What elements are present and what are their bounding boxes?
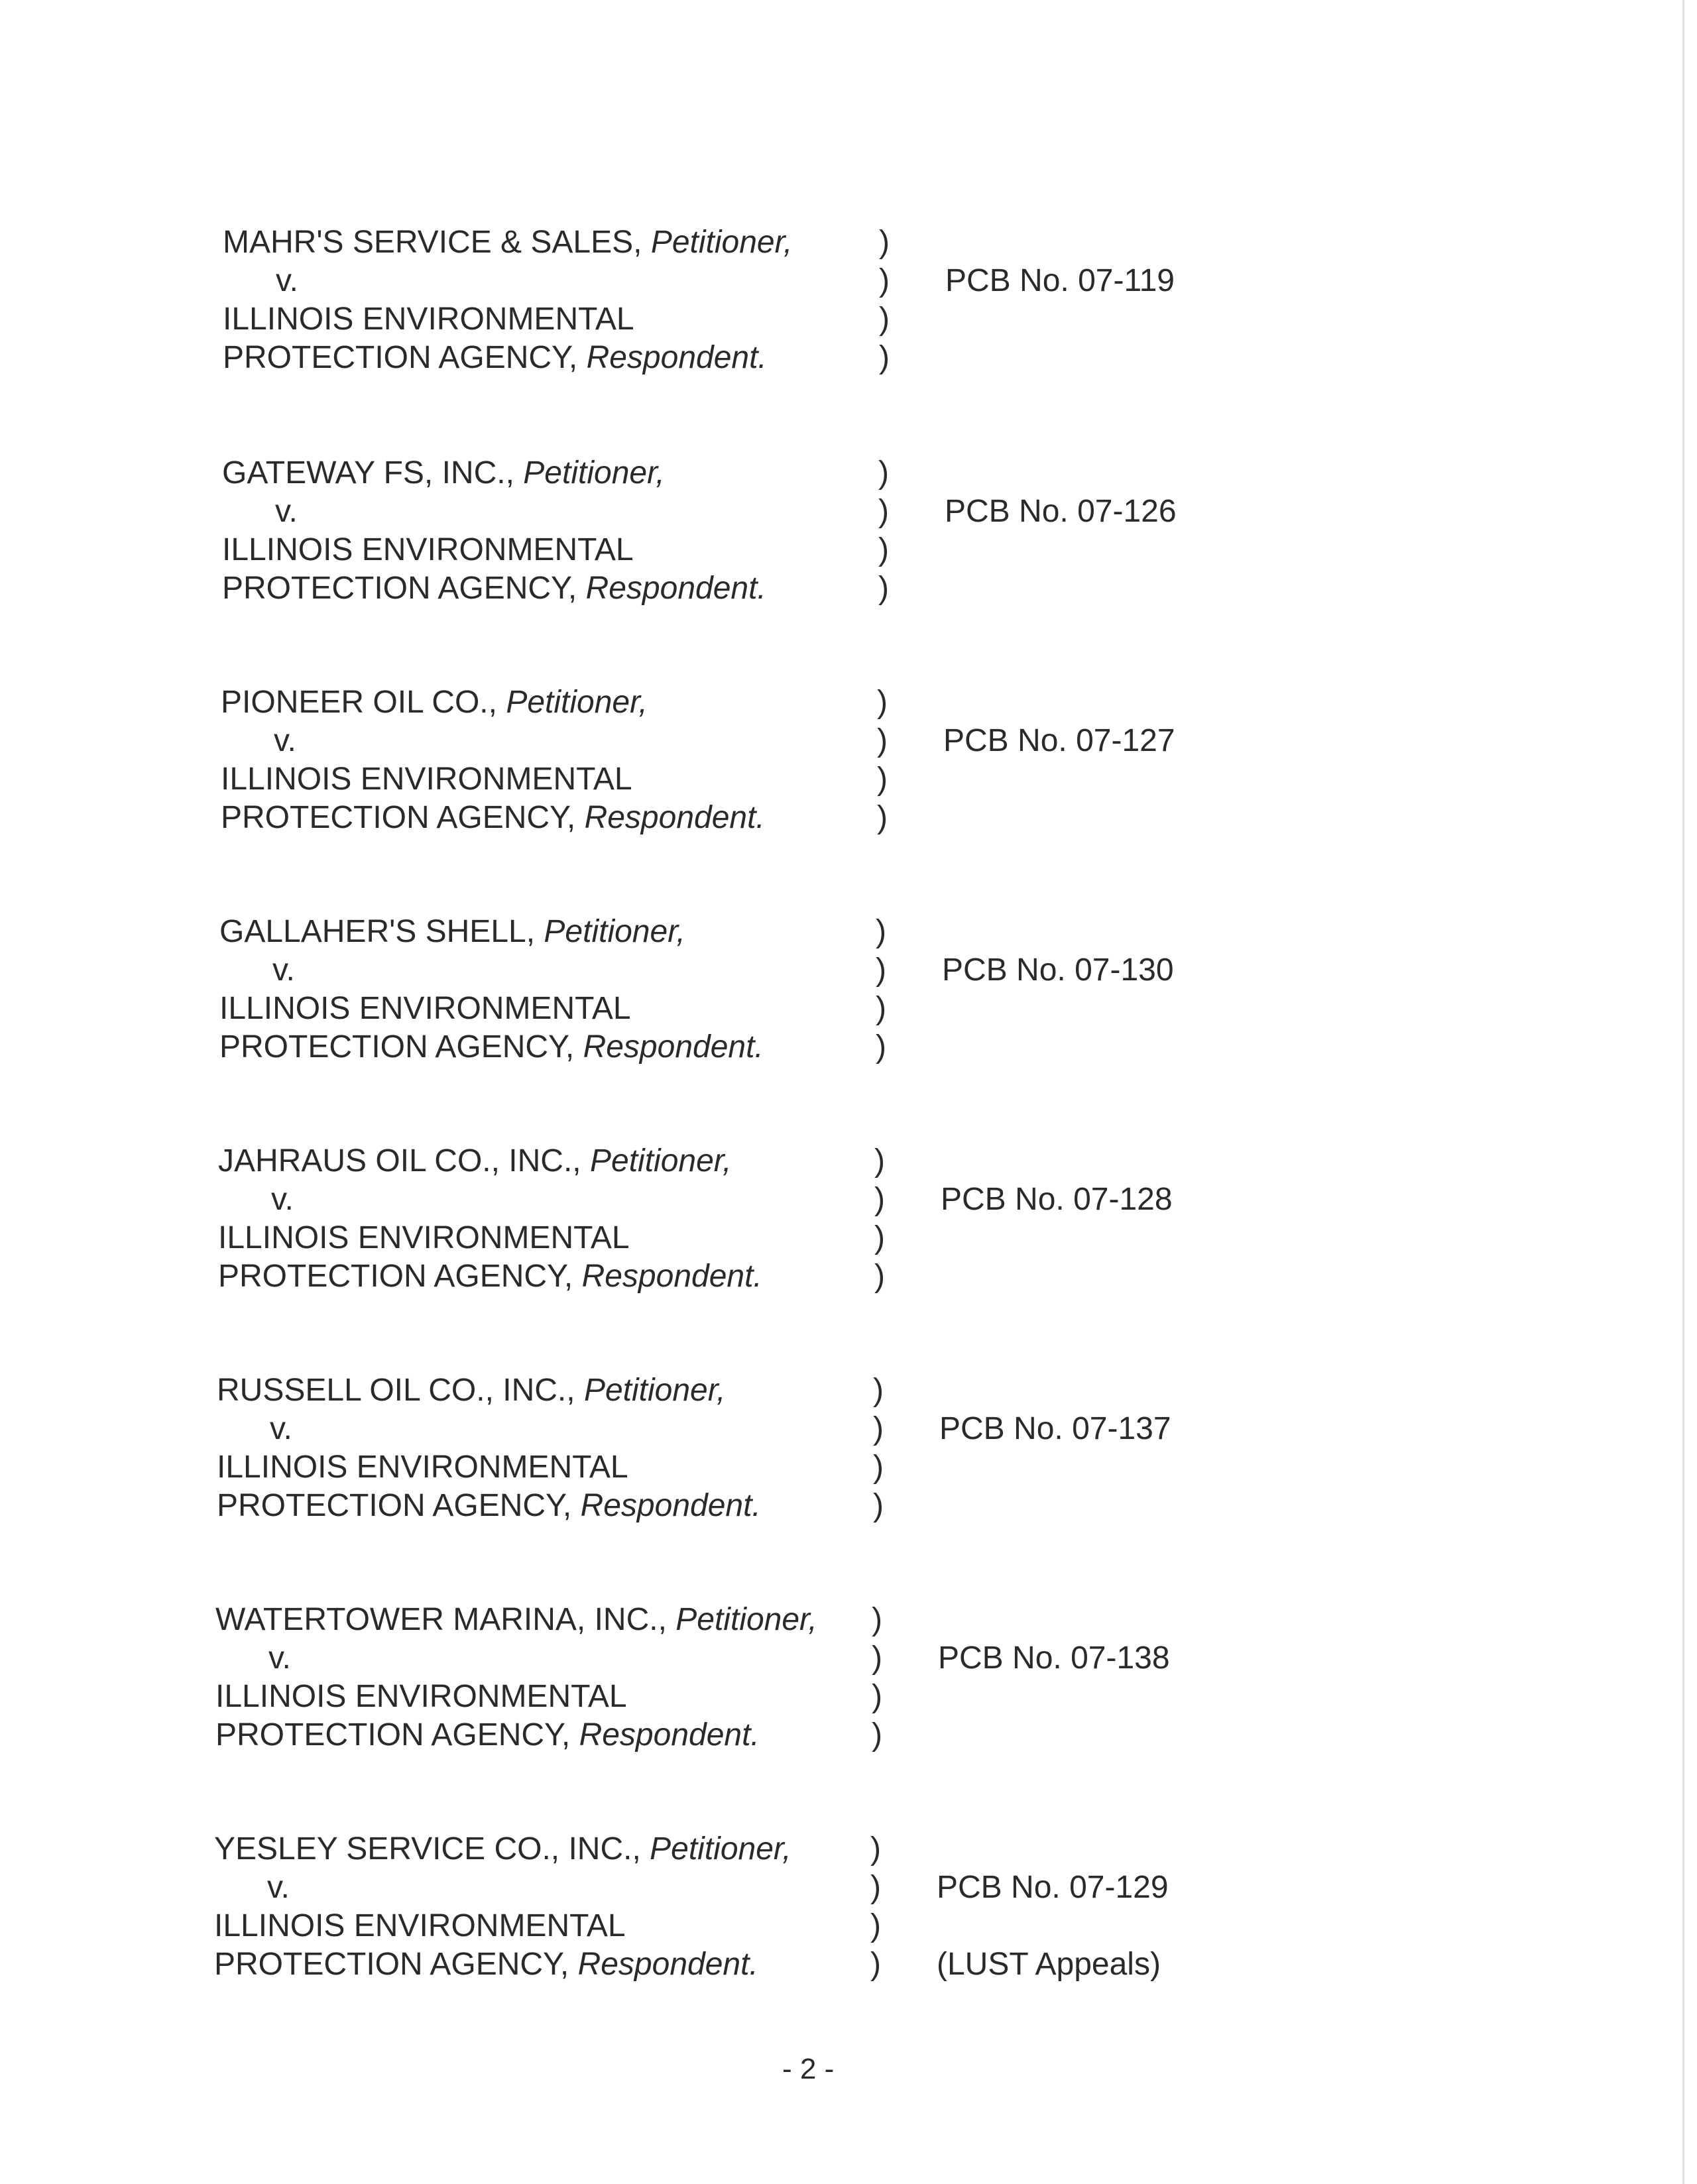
versus: v.	[276, 263, 298, 298]
petitioner-line	[217, 1371, 725, 1410]
bracket-paren: )	[879, 225, 890, 260]
bracket-paren: )	[870, 1831, 881, 1867]
bracket-paren: )	[870, 1947, 881, 1982]
petitioner-role: Petitioner,	[506, 685, 648, 720]
petitioner-role: Petitioner,	[589, 1143, 732, 1178]
respondent-line-2	[215, 1716, 760, 1754]
versus: v.	[275, 494, 298, 529]
petitioner-name: JAHRAUS OIL CO., INC.,	[218, 1143, 581, 1178]
bracket-paren: )	[878, 494, 889, 529]
respondent-line-1: ILLINOIS ENVIRONMENTAL	[214, 1908, 626, 1943]
respondent-role: Respondent.	[580, 1488, 761, 1523]
versus: v.	[267, 1870, 290, 1905]
petitioner-name: RUSSELL OIL CO., INC.,	[217, 1373, 575, 1408]
bracket-paren: )	[878, 455, 889, 490]
respondent-role: Respondent.	[577, 1947, 758, 1982]
case-number: PCB No. 07-137	[939, 1411, 1171, 1446]
petitioner-role: Petitioner,	[650, 225, 793, 260]
respondent-line-1: ILLINOIS ENVIRONMENTAL	[217, 1450, 628, 1485]
case-number: PCB No. 07-128	[941, 1182, 1173, 1217]
respondent-line-1: ILLINOIS ENVIRONMENTAL	[219, 991, 631, 1026]
petitioner-line	[221, 683, 648, 722]
respondent-line-2	[222, 569, 766, 608]
petitioner-name: MAHR'S SERVICE & SALES,	[223, 225, 642, 260]
petitioner-role: Petitioner,	[675, 1602, 817, 1637]
petitioner-line	[215, 1601, 817, 1639]
bracket-paren: )	[873, 1488, 884, 1523]
versus: v.	[272, 952, 295, 988]
bracket-paren: )	[876, 1029, 886, 1064]
petitioner-name: GATEWAY FS, INC.,	[222, 455, 514, 490]
case-caption	[215, 1601, 1342, 1760]
bracket-paren: )	[872, 1679, 882, 1714]
case-number: PCB No. 07-119	[945, 263, 1175, 298]
case-number: PCB No. 07-129	[937, 1870, 1169, 1905]
respondent-name: PROTECTION AGENCY,	[214, 1947, 569, 1982]
bracket-paren: )	[878, 571, 889, 606]
petitioner-role: Petitioner,	[544, 914, 685, 949]
respondent-line-2	[218, 1257, 762, 1296]
bracket-paren: )	[873, 1450, 884, 1485]
respondent-line-2	[219, 1028, 764, 1066]
petitioner-role: Petitioner,	[583, 1373, 726, 1408]
respondent-role: Respondent.	[584, 800, 765, 835]
petitioner-name: WATERTOWER MARINA, INC.,	[215, 1602, 667, 1637]
respondent-name: PROTECTION AGENCY,	[218, 1259, 573, 1294]
versus: v.	[271, 1182, 294, 1217]
case-caption	[214, 1830, 1341, 1989]
bracket-paren: )	[873, 1411, 884, 1446]
respondent-name: PROTECTION AGENCY,	[217, 1488, 572, 1523]
respondent-line-1: ILLINOIS ENVIRONMENTAL	[215, 1679, 627, 1714]
versus: v.	[268, 1640, 291, 1676]
bracket-paren: )	[876, 914, 886, 949]
case-caption	[219, 913, 1346, 1072]
bracket-paren: )	[872, 1640, 882, 1676]
respondent-role: Respondent.	[585, 571, 766, 606]
petitioner-role: Petitioner,	[650, 1831, 791, 1867]
petitioner-name: YESLEY SERVICE CO., INC.,	[214, 1831, 641, 1867]
bracket-paren: )	[874, 1143, 885, 1178]
respondent-line-1: ILLINOIS ENVIRONMENTAL	[221, 762, 632, 797]
case-number: PCB No. 07-127	[943, 723, 1175, 758]
bracket-paren: )	[872, 1602, 882, 1637]
bracket-paren: )	[876, 952, 886, 988]
respondent-line-2	[217, 1487, 761, 1525]
petitioner-name: PIONEER OIL CO.,	[221, 685, 497, 720]
bracket-paren: )	[879, 302, 890, 337]
respondent-name: PROTECTION AGENCY,	[215, 1717, 571, 1753]
page-number: - 2 -	[782, 2053, 835, 2085]
petitioner-line	[214, 1830, 791, 1868]
bracket-paren: )	[877, 800, 888, 835]
bracket-paren: )	[870, 1870, 881, 1905]
case-caption	[222, 454, 1349, 613]
case-number: PCB No. 07-130	[942, 952, 1174, 988]
respondent-line-1: ILLINOIS ENVIRONMENTAL	[223, 302, 634, 337]
respondent-line-1: ILLINOIS ENVIRONMENTAL	[218, 1220, 630, 1255]
respondent-name: PROTECTION AGENCY,	[222, 571, 577, 606]
appeal-type-note: (LUST Appeals)	[937, 1947, 1161, 1982]
respondent-name: PROTECTION AGENCY,	[219, 1029, 575, 1064]
respondent-role: Respondent.	[586, 340, 767, 375]
bracket-paren: )	[870, 1908, 881, 1943]
petitioner-line	[222, 454, 665, 492]
respondent-role: Respondent.	[583, 1029, 764, 1064]
case-number: PCB No. 07-138	[938, 1640, 1170, 1676]
respondent-line-2	[223, 339, 767, 377]
case-caption	[217, 1371, 1344, 1530]
case-caption	[221, 683, 1348, 842]
respondent-role: Respondent.	[579, 1717, 760, 1753]
bracket-paren: )	[878, 532, 889, 567]
respondent-name: PROTECTION AGENCY,	[221, 800, 576, 835]
versus: v.	[270, 1411, 292, 1446]
bracket-paren: )	[873, 1373, 884, 1408]
bracket-paren: )	[874, 1220, 885, 1255]
respondent-line-2	[221, 799, 765, 837]
respondent-line-2	[214, 1945, 758, 1984]
petitioner-line	[218, 1142, 731, 1180]
petitioner-line	[223, 223, 792, 262]
respondent-line-1: ILLINOIS ENVIRONMENTAL	[222, 532, 634, 567]
petitioner-name: GALLAHER'S SHELL,	[219, 914, 536, 949]
bracket-paren: )	[874, 1259, 885, 1294]
case-number: PCB No. 07-126	[945, 494, 1177, 529]
bracket-paren: )	[879, 263, 890, 298]
page-edge-shadow	[1682, 0, 1684, 2184]
case-caption	[218, 1142, 1345, 1301]
case-caption	[223, 223, 1350, 382]
bracket-paren: )	[877, 685, 888, 720]
bracket-paren: )	[872, 1717, 882, 1753]
petitioner-line	[219, 913, 685, 951]
bracket-paren: )	[877, 762, 888, 797]
petitioner-role: Petitioner,	[523, 455, 665, 490]
versus: v.	[274, 723, 296, 758]
bracket-paren: )	[879, 340, 890, 375]
respondent-role: Respondent.	[581, 1259, 762, 1294]
respondent-name: PROTECTION AGENCY,	[223, 340, 578, 375]
bracket-paren: )	[874, 1182, 885, 1217]
bracket-paren: )	[877, 723, 888, 758]
bracket-paren: )	[876, 991, 886, 1026]
